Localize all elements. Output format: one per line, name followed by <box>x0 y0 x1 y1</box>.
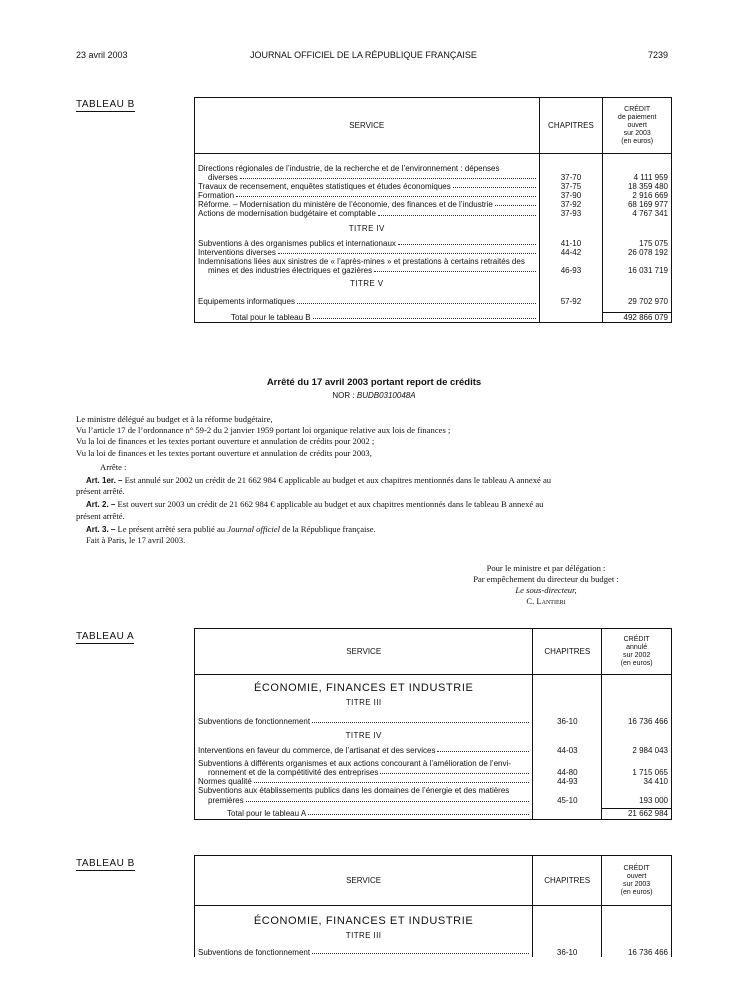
table-row: Subventions de fonctionnement 36-10 16 736 466 <box>195 948 672 957</box>
signature: Pour le ministre et par délégation : Par empêchement du directeur du budget : Le sous-directeur, C. Lantieri <box>473 563 619 606</box>
titre-heading: TITRE V <box>195 275 540 291</box>
table-row: Actions de modernisation budgétaire et comptable 37-93 4 767 341 <box>195 209 672 218</box>
table-row: Subventions à différents organismes et aux actions concourant à l’amélioration de l’envi- ronnement et de la compétitivité des entreprises 44-80 1 715 065 <box>195 759 672 777</box>
art2-label: Art. 2. – <box>86 500 116 510</box>
tableau-a-table <box>194 628 672 820</box>
col-chapitres: CHAPITRES <box>533 629 602 675</box>
titre-heading: TITRE IV <box>195 726 533 746</box>
tableau-b2-table <box>194 855 672 957</box>
col-credit: CRÉDIT ouvert sur 2003 (en euros) <box>602 856 672 906</box>
table-row: Indemnisations liées aux sinistres de « l’après-mines » et prestations à certains retraités des mines et des industries électriques et gazières 46-93 16 031 719 <box>195 257 672 275</box>
total-row: Total pour le tableau B 492 866 079 <box>195 313 672 323</box>
col-service: SERVICE <box>195 629 533 675</box>
table-row: Subventions à des organismes publics et internationaux 41-10 175 075 <box>195 239 672 248</box>
table-row: Subventions aux établissements publics dans les domaines de l’énergie et des matières premières 45-10 193 000 <box>195 786 672 804</box>
titre-heading: TITRE III <box>195 695 533 711</box>
table-row: Interventions diverses 44-42 26 078 192 <box>195 248 672 257</box>
tableau-a-label: TABLEAU A <box>76 631 135 642</box>
col-credit: CRÉDIT de paiement ouvert sur 2003 (en euros) <box>603 98 672 154</box>
table-row: Formation 37-90 2 916 669 <box>195 191 672 200</box>
col-chapitres: CHAPITRES <box>539 98 603 154</box>
titre-heading: TITRE IV <box>195 219 540 239</box>
table-row: Interventions en faveur du commerce, de l’artisanat et des services 44-03 2 984 043 <box>195 746 672 755</box>
nor: NOR : BUDB0310048A <box>332 391 416 400</box>
table-row: Réforme. – Modernisation du ministère de l’économie, des finances et de l’industrie 37-92 68 169 977 <box>195 200 672 209</box>
section-heading: ÉCONOMIE, FINANCES ET INDUSTRIE <box>195 675 533 695</box>
section-heading: ÉCONOMIE, FINANCES ET INDUSTRIE <box>195 906 533 928</box>
tableau-b-label: TABLEAU B <box>76 99 135 110</box>
table-row: Subventions de fonctionnement 36-10 16 736 466 <box>195 717 672 726</box>
tableau-b2-label: TABLEAU B <box>76 858 135 869</box>
arrete-title: Arrêté du 17 avril 2003 portant report de crédits <box>266 377 482 388</box>
tableau-b-table <box>194 97 672 323</box>
col-service: SERVICE <box>195 98 540 154</box>
col-chapitres: CHAPITRES <box>533 856 602 906</box>
table-row: Equipements informatiques 57-92 29 702 970 <box>195 297 672 306</box>
header-title: JOURNAL OFFICIEL DE LA RÉPUBLIQUE FRANÇAISE <box>250 50 477 60</box>
header-page: 7239 <box>648 50 669 60</box>
table-row: Directions régionales de l’industrie, de la recherche et de l’environnement : dépenses diverses 37-70 4 111 959 <box>195 164 672 182</box>
col-service: SERVICE <box>195 856 533 906</box>
table-row: Normes qualité 44-93 34 410 <box>195 777 672 786</box>
art3-label: Art. 3. – <box>86 524 116 534</box>
header-date: 23 avril 2003 <box>76 50 128 60</box>
total-row: Total pour le tableau A 21 662 984 <box>195 809 672 819</box>
arrete-body: Le ministre délégué au budget et à la réforme budgétaire, Vu l’article 17 de l’ordonnance n° 59-2 du 2 janvier 1959 portant loi organique relative aux lois de finances ; Vu la loi de finances et les textes portant ouverture et annulation de crédits pour 2002 ; Vu la loi de finances et les textes portant ouverture et annulation de crédits pour 2003, Arrête : Art. 1er. – Est annulé sur 2002 un crédit de 21 662 984 € applicable au budget et aux chapitres mentionnés dans le tableau A annexé au présent arrêté. Art. 2. – Est ouvert sur 2003 un crédit de 21 662 984 € applicable au budget et aux chapitres mentionnés dans le tableau B annexé au présent arrêté. Art. 3. – Le présent arrêté sera publié au Journal officiel de la République française. Fait à Paris, le 17 avril 2003. <box>76 414 552 546</box>
table-row: Travaux de recensement, enquêtes statistiques et études économiques 37-75 18 359 480 <box>195 182 672 191</box>
titre-heading: TITRE III <box>195 928 533 944</box>
col-credit: CRÉDIT annulé sur 2002 (en euros) <box>602 629 672 675</box>
art1-label: Art. 1er. – <box>86 476 123 486</box>
